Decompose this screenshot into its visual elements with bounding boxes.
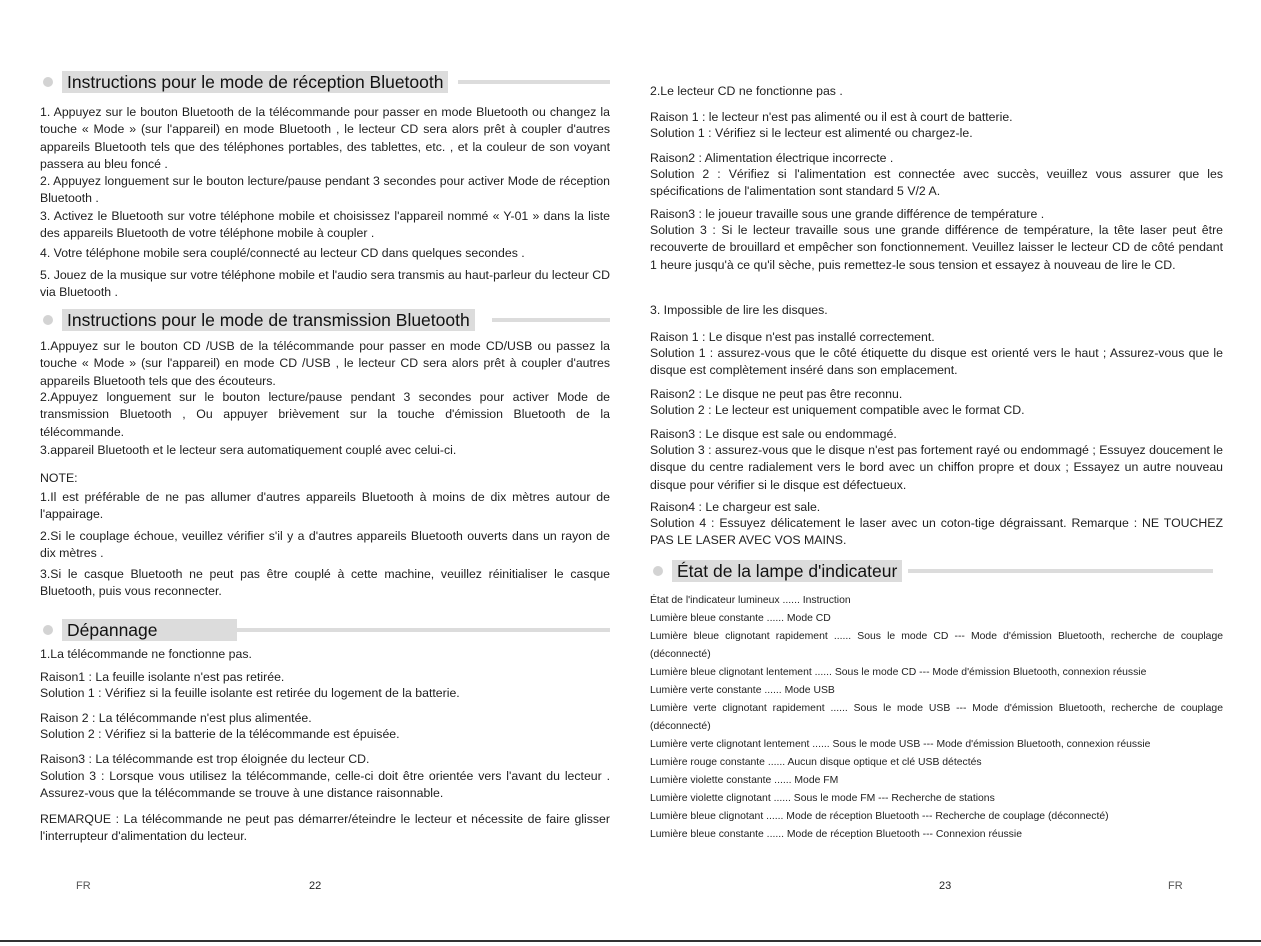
paragraph: 5. Jouez de la musique sur votre téléphone mobile et l'audio sera transmis au haut-parleur du lecteur CD via Bluetooth . [40,268,610,300]
paragraph: Raison2 : Alimentation électrique incorrecte . [650,151,894,165]
paragraph: Solution 1 : Vérifiez si le lecteur est alimenté ou chargez-le. [650,126,973,140]
paragraph: Raison 1 : Le disque n'est pas installé correctement. [650,330,935,344]
bullet-icon [43,77,53,87]
paragraph: 4. Votre téléphone mobile sera couplé/connecté au lecteur CD dans quelques secondes . [40,246,525,260]
paragraph: 2. Appuyez longuement sur le bouton lecture/pause pendant 3 secondes pour activer Mode de réception Bluetooth . [40,174,610,206]
bullet-icon [43,625,53,635]
paragraph: Solution 3 : Lorsque vous utilisez la télécommande, celle-ci doit être orientée vers l'avant du lecteur . Assurez-vous que la télécommande se trouve à une distance raisonnable. [40,769,610,801]
indicator-line: Lumière bleue constante ...... Mode CD [650,613,831,624]
section-heading-bluetooth-transmission [40,309,610,331]
indicator-line: Lumière verte clignotant rapidement ...... Sous le mode USB --- Mode d'émission Bluetooth, recherche de couplage (déconnecté) [650,703,1223,733]
paragraph: 1.Appuyez sur le bouton CD /USB de la télécommande pour passer en mode CD/USB ou passez la touche « Mode » (sur l'appareil) en mode CD /USB , le lecteur CD sera alors prêt à coupler d'autres appareils Bluetooth tels que des écouteurs. [40,339,610,388]
indicator-line: État de l'indicateur lumineux ...... Instruction [650,595,851,606]
paragraph: 1.Il est préférable de ne pas allumer d'autres appareils Bluetooth à moins de dix mètres autour de l'appairage. [40,490,610,522]
paragraph: Solution 4 : Essuyez délicatement le laser avec un coton-tige dégraissant. Remarque : NE TOUCHEZ PAS LE LASER AVEC VOS MAINS. [650,516,1223,548]
heading-rule [492,318,610,322]
footer-language: FR [1168,880,1183,892]
footer-language: FR [76,880,91,892]
paragraph: Solution 2 : Le lecteur est uniquement compatible avec le format CD. [650,403,1025,417]
paragraph: Raison3 : La télécommande est trop éloignée du lecteur CD. [40,752,370,766]
section-title: Instructions pour le mode de transmission Bluetooth [62,309,475,331]
indicator-line: Lumière violette constante ...... Mode FM [650,775,839,786]
paragraph: 2.Appuyez longuement sur le bouton lecture/pause pendant 3 secondes pour activer Mode de transmission Bluetooth , Ou appuyer brièvement sur la touche d'émission Bluetooth de la télécommande. [40,390,610,439]
paragraph: 2.Si le couplage échoue, veuillez vérifier s'il y a d'autres appareils Bluetooth ouverts dans un rayon de dix mètres . [40,529,610,561]
heading-rule [237,628,610,632]
paragraph: 1. Appuyez sur le bouton Bluetooth de la télécommande pour passer en mode Bluetooth ou changez la touche « Mode » (sur l'appareil) en mode Bluetooth , le lecteur CD sera alors prêt à coupler d'autres appareils Bluetooth tels que des téléphones portables, des tablettes, etc. , et la couleur de son voyant passera au bleu foncé . [40,105,610,172]
section-title: État de la lampe d'indicateur [672,560,902,582]
section-heading-troubleshooting [40,619,610,641]
paragraph: Raison2 : Le disque ne peut pas être reconnu. [650,387,903,401]
heading-rule [908,569,1213,573]
paragraph: Raison 2 : La télécommande n'est plus alimentée. [40,711,312,725]
page-bottom-rule [0,940,1261,942]
paragraph: Solution 2 : Vérifiez si l'alimentation est connectée avec succès, veuillez vous assurer que les spécifications de l'alimentation sont standard 5 V/2 A. [650,167,1223,199]
paragraph: 3. Activez le Bluetooth sur votre téléphone mobile et choisissez l'appareil nommé « Y-01 » dans la liste des appareils Bluetooth de votre téléphone mobile à coupler . [40,209,610,241]
section-heading-indicator-lamp [650,560,1223,582]
left-page [40,0,610,946]
indicator-line: Lumière verte constante ...... Mode USB [650,685,835,696]
paragraph: Solution 2 : Vérifiez si la batterie de la télécommande est épuisée. [40,727,400,741]
page-number: 22 [309,880,322,892]
note-label: NOTE: [40,471,78,485]
paragraph: Raison3 : Le disque est sale ou endommagé. [650,427,897,441]
bullet-icon [43,315,53,325]
indicator-line: Lumière bleue clignotant ...... Mode de réception Bluetooth --- Recherche de couplage (déconnecté) [650,811,1109,822]
paragraph: 2.Le lecteur CD ne fonctionne pas . [650,84,843,98]
paragraph: Solution 1 : assurez-vous que le côté étiquette du disque est orienté vers le haut ; Assurez-vous que le disque est complètement inséré dans son emplacement. [650,346,1223,378]
right-page [650,0,1223,946]
paragraph: 3.Si le casque Bluetooth ne peut pas être couplé à cette machine, veuillez réinitialiser le casque Bluetooth, puis vous reconnecter. [40,567,610,599]
paragraph: 1.La télécommande ne fonctionne pas. [40,647,252,661]
page-number: 23 [939,880,952,892]
paragraph: Raison3 : le joueur travaille sous une grande différence de température . [650,207,1045,221]
section-heading-bluetooth-reception [40,71,610,93]
indicator-line: Lumière bleue clignotant rapidement ...... Sous le mode CD --- Mode d'émission Bluetooth, recherche de couplage (déconnecté) [650,631,1223,661]
paragraph: REMARQUE : La télécommande ne peut pas démarrer/éteindre le lecteur et nécessite de faire glisser l'interrupteur d'alimentation du lecteur. [40,812,610,844]
indicator-line: Lumière rouge constante ...... Aucun disque optique et clé USB détectés [650,757,982,768]
bullet-icon [653,566,663,576]
paragraph: Solution 3 : assurez-vous que le disque n'est pas fortement rayé ou endommagé ; Essuyez doucement le disque du centre radialement vers le bord avec un chiffon propre et doux ; Essayez un autre nouveau disque pour vérifier si le disque est défectueux. [650,443,1223,492]
indicator-line: Lumière bleue constante ...... Mode de réception Bluetooth --- Connexion réussie [650,829,1022,840]
paragraph: Solution 1 : Vérifiez si la feuille isolante est retirée du logement de la batterie. [40,686,460,700]
paragraph: 3.appareil Bluetooth et le lecteur sera automatiquement couplé avec celui-ci. [40,443,457,457]
paragraph: Solution 3 : Si le lecteur travaille sous une grande différence de température, la tête laser peut être recouverte de brouillard et empêcher son fonctionnement. Veuillez laisser le lecteur CD de côté pendant 1 heure jusqu'à ce qu'il sèche, puis remettez-le sous tension et essayez à nouveau de lire le CD. [650,223,1223,272]
section-title: Instructions pour le mode de réception Bluetooth [62,71,448,93]
indicator-line: Lumière violette clignotant ...... Sous le mode FM --- Recherche de stations [650,793,995,804]
heading-rule [458,80,610,84]
paragraph: Raison 1 : le lecteur n'est pas alimenté ou il est à court de batterie. [650,110,1013,124]
paragraph: Raison4 : Le chargeur est sale. [650,500,821,514]
indicator-line: Lumière bleue clignotant lentement ...... Sous le mode CD --- Mode d'émission Bluetooth, connexion réussie [650,667,1147,678]
section-title: Dépannage [62,619,237,641]
paragraph: Raison1 : La feuille isolante n'est pas retirée. [40,670,285,684]
indicator-line: Lumière verte clignotant lentement ...... Sous le mode USB --- Mode d'émission Bluetooth, connexion réussie [650,739,1151,750]
paragraph: 3. Impossible de lire les disques. [650,303,828,317]
